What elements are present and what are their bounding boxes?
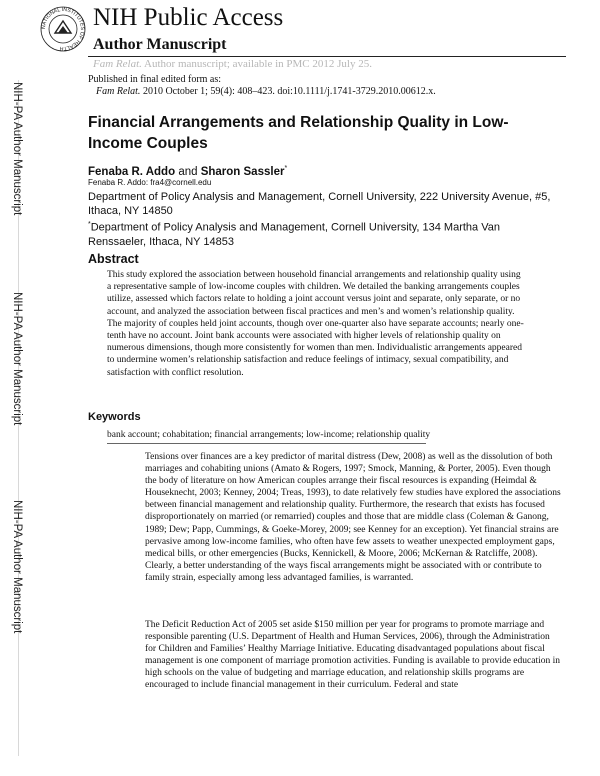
author-email: Fenaba R. Addo: fra4@cornell.edu bbox=[88, 178, 212, 187]
publication-citation bbox=[96, 86, 436, 98]
header-note-text: Author manuscript; available in PMC 2012 July 25. bbox=[144, 58, 372, 70]
sidebar-label: NIH-PA Author Manuscript bbox=[11, 82, 23, 216]
keywords-heading: Keywords bbox=[88, 411, 141, 423]
sidebar-label: NIH-PA Author Manuscript bbox=[11, 292, 23, 426]
abstract-text: This study explored the association between household financial arrangements and relationship quality using a representative sample of low-income couples with children. We detailed the banking arrangements couples utilize, assessed which factors relate to holding a joint account versus joint and separate, only separate, or no account, and analyzed the association between fiscal practices and men’s and women’s relationship quality. The majority of couples held joint accounts, though over one-quarter also have separate accounts; nearly one-tenth have no account. Joint bank accounts were associated with higher levels of relationship quality on numerous dimensions, though more consistently for women than men. Individualistic arrangements appeared to undermine women’s relationship satisfaction and reduce feelings of intimacy, sexual compatibility, and satisfaction with conflict resolution. bbox=[107, 270, 524, 378]
citation-details: 2010 October 1; 59(4): 408–423. doi:10.1111/j.1741-3729.2010.00612.x. bbox=[142, 86, 436, 97]
abstract-heading: Abstract bbox=[88, 252, 139, 266]
affiliation-mark: * bbox=[88, 221, 91, 228]
author-name: Fenaba R. Addo bbox=[88, 165, 176, 178]
header-title: NIH Public Access bbox=[93, 4, 284, 31]
publication-label: Published in final edited form as: bbox=[88, 74, 222, 85]
affiliation-text: Department of Policy Analysis and Management, Cornell University, 134 Martha Van Renssaeler, Ithaca, NY 14853 bbox=[88, 221, 500, 248]
header-rule bbox=[88, 56, 566, 57]
sidebar-label: NIH-PA Author Manuscript bbox=[11, 500, 23, 634]
header-subtitle: Author Manuscript bbox=[93, 36, 227, 53]
keywords-text: bank account; cohabitation; financial arrangements; low-income; relationship quality bbox=[107, 430, 431, 440]
header-note-journal: Fam Relat. bbox=[93, 58, 142, 70]
nih-logo bbox=[40, 6, 86, 52]
article-title: Financial Arrangements and Relationship Quality in Low-Income Couples bbox=[88, 114, 509, 152]
author-join: and bbox=[178, 165, 198, 178]
author-line bbox=[88, 162, 287, 179]
affiliation: Department of Policy Analysis and Management, Cornell University, 222 University Avenue, #5, Ithaca, NY 14850 bbox=[88, 191, 551, 217]
header-note bbox=[93, 58, 372, 71]
logo-ring-text: NATIONAL INSTITUTES OF HEALTH bbox=[40, 6, 86, 52]
body-paragraph: Tensions over finances are a key predictor of marital distress (Dew, 2008) as well as the dissolution of both marriages and cohabiting unions (Amato & Rogers, 1997; Smock, Manning, & Porter, 2005). Even though the body of literature on how American couples arrange their fiscal resources is expanding (Heimdal & Houseknecht, 2003; Kenney, 2004; Treas, 1993), to date relatively few studies have explored the associations between financial management and relationship quality. Furthermore, the research that exists has focused disproportionately on married (or remarried) couples and those that are middle class (Coleman & Ganong, 1989; Dew; Papp, Cummings, & Goeke-Morey, 2009; see Kenney for an exception). Yet financial strains are pervasive among low-income families, who often have few assets to weather unexpected employment gaps, medical bills, or other emergencies (Bucks, Kennickell, & Moore, 2006; McKernan & Ratcliffe, 2008). Clearly, a better understanding of the ways fiscal arrangements might be associated with or contribute to family strain, especially among less advantaged families, is warranted. bbox=[145, 452, 561, 583]
citation-journal: Fam Relat. bbox=[96, 86, 141, 97]
affiliation bbox=[88, 218, 558, 249]
keywords-rule bbox=[107, 443, 426, 444]
author-name: Sharon Sassler bbox=[200, 165, 285, 178]
corresponding-mark: * bbox=[284, 165, 288, 172]
body-paragraph: The Deficit Reduction Act of 2005 set aside $150 million per year for programs to promote marriage and responsible parenting (U.S. Department of Health and Human Services, 2006), through the Administration for Children and Families’ Healthy Marriage Initiative. Educating disadvantaged populations about fiscal management is one component of marriage promotion activities. Funding is available to provide education in high schools on the value of budgeting and marriage education, and relationship skills programs are encouraged to include financial management in their curriculum. Federal and state bbox=[145, 620, 560, 691]
